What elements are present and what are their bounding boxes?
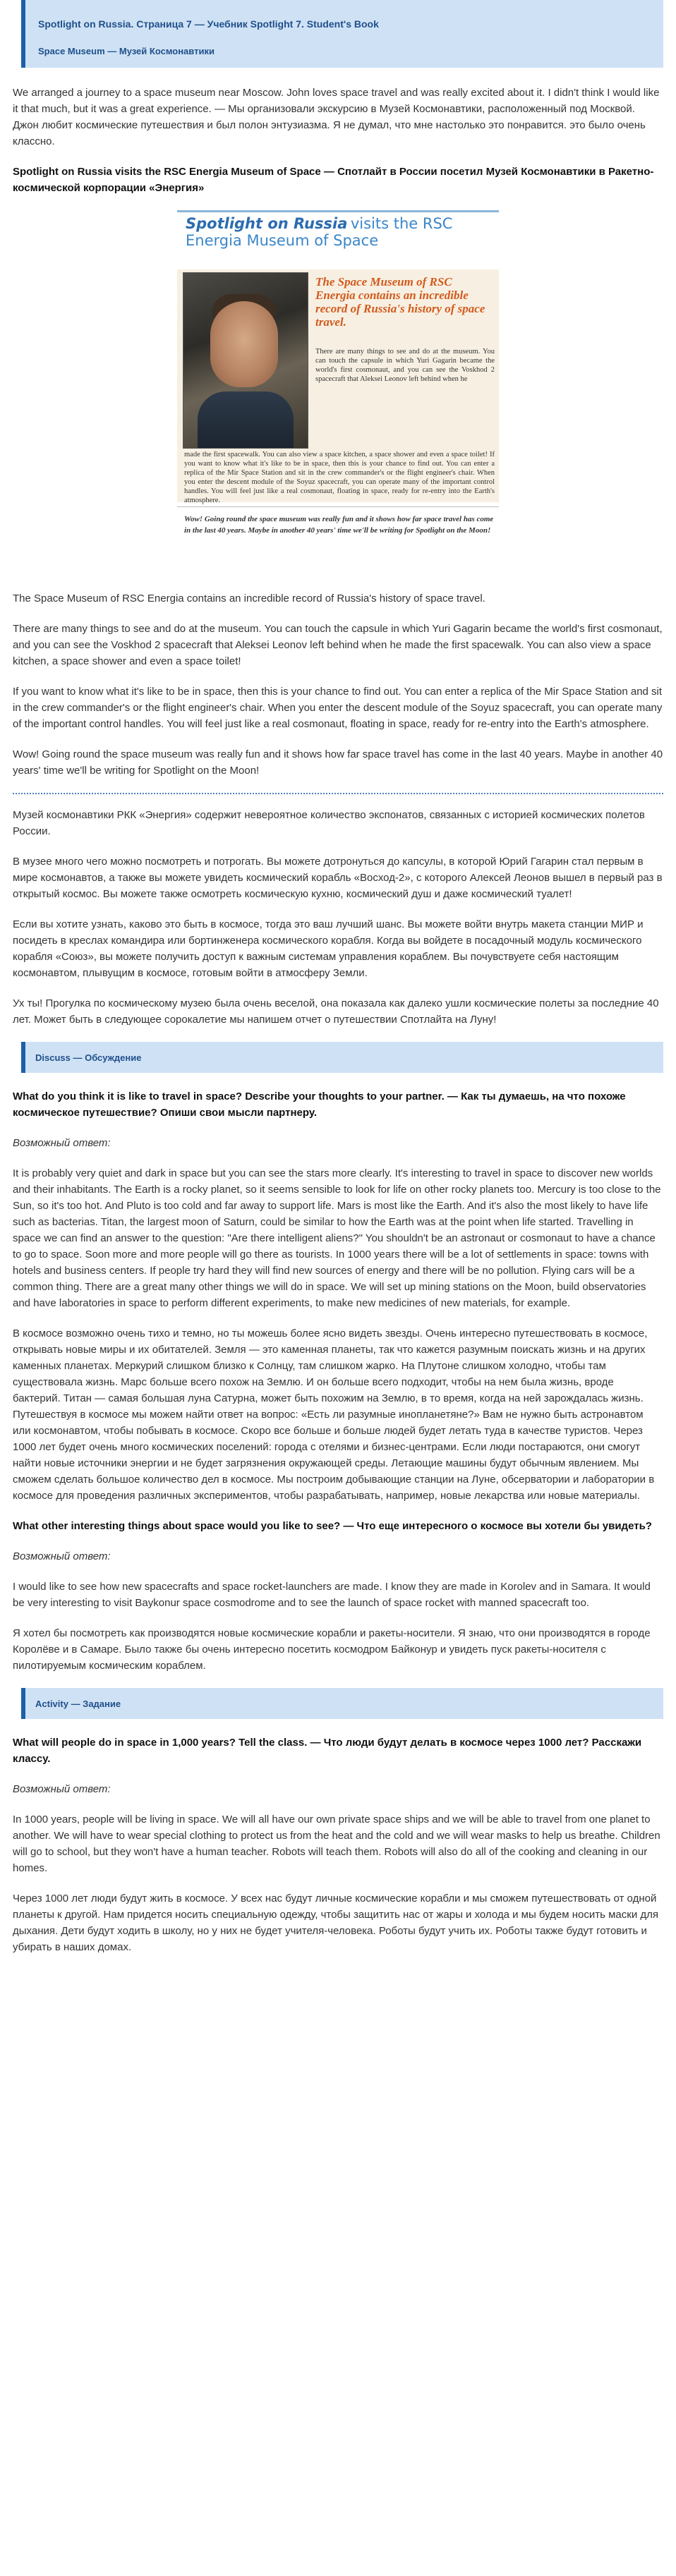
activity-answer-english: In 1000 years, people will be living in space. We will all have our own private space ships and we will be able to travel from one planet to another. We will have to wear special clothing to protect us from the heat and the cold and we will wear masks to help us breathe. Children will go to school, but they won't have a human teacher. Robots will teach them. Robots will also do all of the cooking and cleaning in our homes. [13, 1813, 660, 1874]
textbook-quote: The Space Museum of RSC Energia contains an incredible record of Russia's history of space travel. [315, 275, 485, 329]
section-divider [13, 793, 663, 794]
possible-answer-label-3: Возможный ответ: [13, 1783, 111, 1795]
section-header-activity [21, 1688, 663, 1719]
textbook-page-image [177, 210, 499, 573]
textbook-title-museum: Energia Museum of Space [186, 232, 379, 249]
page-title: Spotlight on Russia. Страница 7 — Учебник Spotlight 7. Student's Book [38, 18, 379, 30]
russian-paragraph-1: Музей космонавтики РКК «Энергия» содержит невероятное количество экспонатов, связанных с историей космических полетов России. [13, 809, 645, 837]
textbook-footer: Wow! Going round the space museum was really fun and it shows how far space travel has come in the last 40 years. Maybe in another 40 years' time we'll be writing for Spotlight on the Moon! [184, 515, 494, 535]
photo-uniform [198, 391, 294, 448]
intro-paragraph: We arranged a journey to a space museum near Moscow. John loves space travel and was really excited about it. I didn't think I would like it that much, but it was a great experience. — Мы организовали экскурсию в Музей Космонавтики, расположенный под Москвой. Джон любит космические путешествия и был полон энтузиазма. Я не думал, что мне настолько это понравится. это было очень классно. [13, 87, 660, 147]
russian-paragraph-4: Ух ты! Прогулка по космическому музею была очень веселой, она показала как далеко ушли космические полеты за последние 40 лет. Может быть в следующее сорокалетие мы напишем отчет о путешествии Спотлайта на Луну! [13, 997, 659, 1026]
page-header [21, 0, 663, 40]
textbook-header [177, 210, 499, 265]
english-paragraph-2: There are many things to see and do at the museum. You can touch the capsule in which Yuri Gagarin became the world's first cosmonaut, and you can see the Voskhod 2 spacecraft that Aleksei Leonov left behind when he made the first spacewalk. You can also view a space kitchen, a space shower and even a space toilet! [13, 623, 663, 667]
section-label-activity: Activity — Задание [35, 1699, 121, 1709]
russian-paragraph-3: Если вы хотите узнать, каково это быть в космосе, тогда это ваш лучший шанс. Вы можете войти внутрь макета станции МИР и посидеть в креслах командира или бортинженера космического корабля. Когда вы войдете в посадочный модуль космического корабля «Союз», вы можете получить доступ к важным системам управления кораблем. Вы почувствуете себя настоящим космонавтом, плывущим в космосе, готовым войти в атмосферу Земли. [13, 918, 644, 979]
section-header-museum [21, 40, 663, 68]
section-label-discuss: Discuss — Обсуждение [35, 1052, 142, 1063]
discuss-answer-2-english: I would like to see how new spacecrafts and space rocket-launchers are made. I know they are made in Korolev and in Samara. It would be very interesting to visit Baykonur space cosmodrome and to see the launch of space rocket with manned spacecraft too. [13, 1581, 651, 1609]
english-paragraph-1: The Space Museum of RSC Energia contains an incredible record of Russia's history of space travel. [13, 593, 485, 604]
discuss-question-1: What do you think it is like to travel in space? Describe your thoughts to your partner. — Как ты думаешь, на что похоже космическое путешествие? Опиши свои мысли партнеру. [13, 1090, 626, 1119]
textbook-title-brand: Spotlight on Russia [186, 215, 348, 232]
textbook-title-rest: visits the RSC [350, 215, 453, 232]
gagarin-photo [183, 272, 308, 449]
possible-answer-label-1: Возможный ответ: [13, 1137, 111, 1149]
possible-answer-label-2: Возможный ответ: [13, 1550, 111, 1562]
section-header-discuss [21, 1042, 663, 1073]
discuss-answer-1-russian: В космосе возможно очень тихо и темно, но ты можешь более ясно видеть звезды. Очень интересно путешествовать в космосе, открывать новые миры и их обитателей. Земля — это каменная планеты, так что кажется разумным поискать жизнь и на других каменных планетах. Меркурий слишком близко к Солнцу, там слишком жарко. На Плутоне слишком холодно, чтобы там существовала жизнь. Марс больше всего похож на Землю. И он больше всего подходит, чтобы на нем была жизнь, вроде бактерий. Титан — самая большая луна Сатурна, может быть похожим на Землю, в то время, когда на ней зарождалась жизнь. Путешествуя в космосе мы можем найти ответ на вопрос: «Есть ли разумные инопланетяне?» Вам не нужно быть астронавтом или космонавтом, чтобы побывать в космосе. Скоро все больше и больше людей будет летать туда в качестве туристов. Через 1000 лет будет очень много космических поселений: города с отелями и бизнес-центрами. Если люди постараются, они смогут найти новые источники энергии и не будет загрязнения окружающей среды. Летающие машины будут обычным явлением. Мы сможем сделать большое количество дел в космосе. Мы построим добывающие станции на Луне, обсерватории и лаборатории в космосе для проведения различных экспериментов, чтобы разрабатывать, например, новые лекарства или новые материалы. [13, 1328, 655, 1502]
textbook-body [177, 269, 499, 502]
english-paragraph-3: If you want to know what it's like to be in space, then this is your chance to find out. You can enter a replica of the Mir Space Station and sit in the crew commander's or the flight engineer's chair. When you enter the descent module of the Soyuz spacecraft, you can operate many of the important control handles. You will feel just like a real cosmonaut, floating in space, ready for re-entry into the Earth's atmosphere. [13, 686, 663, 730]
activity-answer-russian: Через 1000 лет люди будут жить в космосе. У всех нас будут личные космические корабли и мы сможем путешествовать от одной планеты к другой. Нам придется носить специальную одежду, чтобы защитить нас от жары и холода и мы будем носить маски для дыхания. Дети будут ходить в школу, но у них не будет учителя-человека. Роботы будут учить их. Роботы также будут готовить и убирать в наших домах. [13, 1892, 658, 1953]
textbook-text-full: made the first spacewalk. You can also view a space kitchen, a space shower and even a space toilet! If you want to know what it's like to be in space, then this is your chance to find out. You can enter a replica of the Mir Space Station and sit in the crew commander's or the flight engineer's chair. When you enter the descent module of the Soyuz spacecraft, you can operate many of the important control handles. You will feel just like a real cosmonaut, floating in space, ready for re-entry into the Earth's atmosphere. [184, 451, 495, 504]
photo-face [210, 301, 278, 387]
discuss-question-2: What other interesting things about space would you like to see? — Что еще интересного о космосе вы хотели бы увидеть? [13, 1520, 652, 1532]
english-paragraph-4: Wow! Going round the space museum was really fun and it shows how far space travel has come in the last 40 years. Maybe in another 40 years' time we'll be writing for Spotlight on the Moon! [13, 748, 663, 777]
textbook-divider [177, 506, 499, 507]
discuss-answer-1-english: It is probably very quiet and dark in space but you can see the stars more clearly. It's interesting to travel in space to discover new worlds and their inhabitants. The Earth is a rocky planet, so it seems sensible to look for life on other rocky planets too. Mercury is too close to the Sun, so it's too hot. And Pluto is too cold and far away to support life. Mars is most like the Earth. And it's also the most likely to have life such as bacterias. Titan, the largest moon of Saturn, could be similar to how the Earth was at the point when life started. Travelling in space we can find an answer to the question: "Are there intelligent aliens?" You shouldn't be an astronaut or cosmonaut to have a chance to go to space. Soon more and more people will go there as tourists. In 1000 years there will be a lot of settlements in space: towns with hotels and business centers. If people try hard they will find new sources of energy and there will be no pollution. Flying cars will be a common thing. There are a great many other things we will do in space. We will set up mining stations on the Moon, build observatories and have laboratories in space to perform different experiments, to make new medicines of new materials, for example. [13, 1167, 661, 1309]
textbook-text-column: There are many things to see and do at the museum. You can touch the capsule in which Yuri Gagarin became the world's first cosmonaut, and you can see the Voskhod 2 spacecraft that Aleksei Leonov left behind when he [315, 348, 495, 383]
visit-heading: Spotlight on Russia visits the RSC Energia Museum of Space — Спотлайт в России посетил Музей Космонавтики в Ракетно-космической корпорации «Энергия» [13, 166, 654, 194]
discuss-answer-2-russian: Я хотел бы посмотреть как производятся новые космические корабли и ракеты-носители. Я знаю, что они производятся в городе Королёве и в Самаре. Было также бы очень интересно посетить космодром Байконур и увидеть пуск ракеты-носителя с пилотируемым космическим кораблем. [13, 1627, 651, 1672]
section-label-museum: Space Museum — Музей Космонавтики [38, 46, 215, 56]
activity-question: What will people do in space in 1,000 years? Tell the class. — Что люди будут делать в космосе через 1000 лет? Расскажи классу. [13, 1737, 642, 1765]
russian-paragraph-2: В музее много чего можно посмотреть и потрогать. Вы можете дотронуться до капсулы, в которой Юрий Гагарин стал первым в мире космонавтов, а также вы можете увидеть космический корабль «Восход-2», с которого Алексей Леонов вышел в первый раз в открытый космос. Вы можете также осмотреть космическую кухню, космический душ и даже космический туалет! [13, 856, 663, 900]
